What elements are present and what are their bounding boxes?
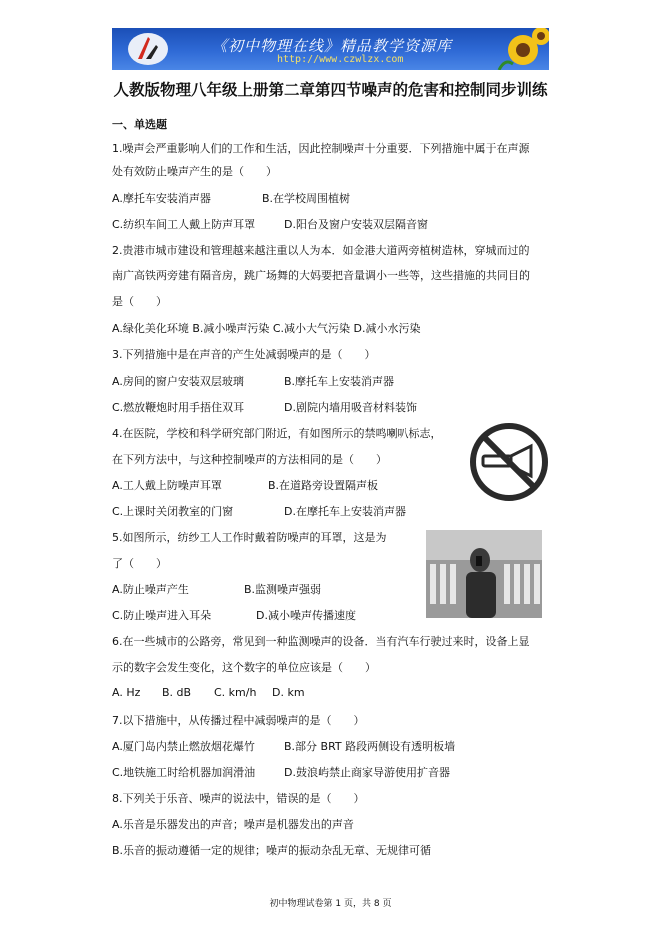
q5-stem-line1: 5.如图所示，纺纱工人工作时戴着防噪声的耳罩，这是为 bbox=[112, 531, 387, 544]
q8-option-b: B.乐音的振动遵循一定的规律；噪声的振动杂乱无章、无规律可循 bbox=[112, 844, 432, 857]
q3-option-a: A.房间的窗户安装双层玻璃 bbox=[112, 375, 244, 388]
q1-stem-line2: 处有效防止噪声产生的是（ ） bbox=[112, 165, 277, 178]
q6-stem-line1: 6.在一些城市的公路旁，常见到一种监测噪声的设备．当有汽车行驶过来时，设备上显 bbox=[112, 635, 530, 648]
q7-option-c: C.地铁施工时给机器加润滑油 bbox=[112, 766, 256, 779]
textile-worker-photo bbox=[426, 530, 542, 618]
site-logo-icon bbox=[126, 31, 170, 67]
q1-option-b: B.在学校周围植树 bbox=[262, 192, 351, 205]
q3-option-c: C.燃放鞭炮时用手捂住双耳 bbox=[112, 401, 245, 414]
q4-stem-line2: 在下列方法中，与这种控制噪声的方法相同的是（ ） bbox=[112, 453, 387, 466]
q7-option-b: B.部分 BRT 路段两侧设有透明板墙 bbox=[284, 740, 456, 753]
q5-option-c: C.防止噪声进入耳朵 bbox=[112, 609, 212, 622]
q5-stem-line2: 了（ ） bbox=[112, 557, 167, 570]
q2-stem-line1: 2.贵港市城市建设和管理越来越注重以人为本．如金港大道两旁植树造林，穿城而过的 bbox=[112, 244, 530, 257]
q8-stem: 8.下列关于乐音、噪声的说法中，错误的是（ ） bbox=[112, 792, 365, 805]
q1-option-c: C.纺织车间工人戴上防声耳罩 bbox=[112, 218, 256, 231]
q4-option-c: C.上课时关闭教室的门窗 bbox=[112, 505, 234, 518]
q5-option-d: D.减小噪声传播速度 bbox=[256, 609, 356, 622]
q2-stem-line2: 南广高铁两旁建有隔音房，跳广场舞的大妈要把音量调小一些等，这些措施的共同目的 bbox=[112, 269, 530, 282]
q3-option-d: D.剧院内墙用吸音材料装饰 bbox=[284, 401, 417, 414]
q6-option-b: B. dB bbox=[162, 686, 192, 699]
q7-option-d: D.鼓浪屿禁止商家导游使用扩音器 bbox=[284, 766, 450, 779]
q5-option-b: B.监测噪声强弱 bbox=[244, 583, 322, 596]
q4-stem-line1: 4.在医院，学校和科学研究部门附近，有如图所示的禁鸣喇叭标志， bbox=[112, 427, 442, 440]
banner-title: 《初中物理在线》精品教学资源库 bbox=[212, 37, 453, 55]
q3-stem: 3.下列措施中是在声音的产生处减弱噪声的是（ ） bbox=[112, 348, 376, 361]
q7-option-a: A.厦门岛内禁止燃放烟花爆竹 bbox=[112, 740, 255, 753]
q5-option-a: A.防止噪声产生 bbox=[112, 583, 189, 596]
q6-stem-line2: 示的数字会发生变化，这个数字的单位应该是（ ） bbox=[112, 661, 376, 674]
q1-option-a: A.摩托车安装消声器 bbox=[112, 192, 211, 205]
sunflower-icon bbox=[479, 28, 549, 70]
q7-stem: 7.以下措施中，从传播过程中减弱噪声的是（ ） bbox=[112, 714, 365, 727]
header-banner bbox=[112, 28, 549, 70]
q1-option-d: D.阳台及窗户安装双层隔音窗 bbox=[284, 218, 428, 231]
page-footer: 初中物理试卷第 1 页，共 8 页 bbox=[269, 899, 392, 909]
q6-option-d: D. km bbox=[272, 686, 305, 699]
q4-option-b: B.在道路旁设置隔声板 bbox=[268, 479, 379, 492]
no-horn-sign-icon bbox=[469, 422, 549, 502]
q4-option-a: A.工人戴上防噪声耳罩 bbox=[112, 479, 222, 492]
q2-options: A.绿化美化环境 B.减小噪声污染 C.减小大气污染 D.减小水污染 bbox=[112, 322, 421, 335]
q1-stem-line1: 1.噪声会严重影响人们的工作和生活，因此控制噪声十分重要．下列措施中属于在声源 bbox=[112, 142, 530, 155]
q6-option-a: A. Hz bbox=[112, 686, 141, 699]
q4-option-d: D.在摩托车上安装消声器 bbox=[284, 505, 406, 518]
section-heading: 一、单选题 bbox=[112, 118, 167, 131]
q2-stem-line3: 是（ ） bbox=[112, 295, 167, 308]
q3-option-b: B.摩托车上安装消声器 bbox=[284, 375, 395, 388]
q8-option-a: A.乐音是乐器发出的声音；噪声是机器发出的声音 bbox=[112, 818, 354, 831]
q6-option-c: C. km/h bbox=[214, 686, 257, 699]
banner-url[interactable]: http://www.czwlzx.com bbox=[277, 54, 404, 65]
document-title: 人教版物理八年级上册第二章第四节噪声的危害和控制同步训练 bbox=[113, 81, 548, 99]
